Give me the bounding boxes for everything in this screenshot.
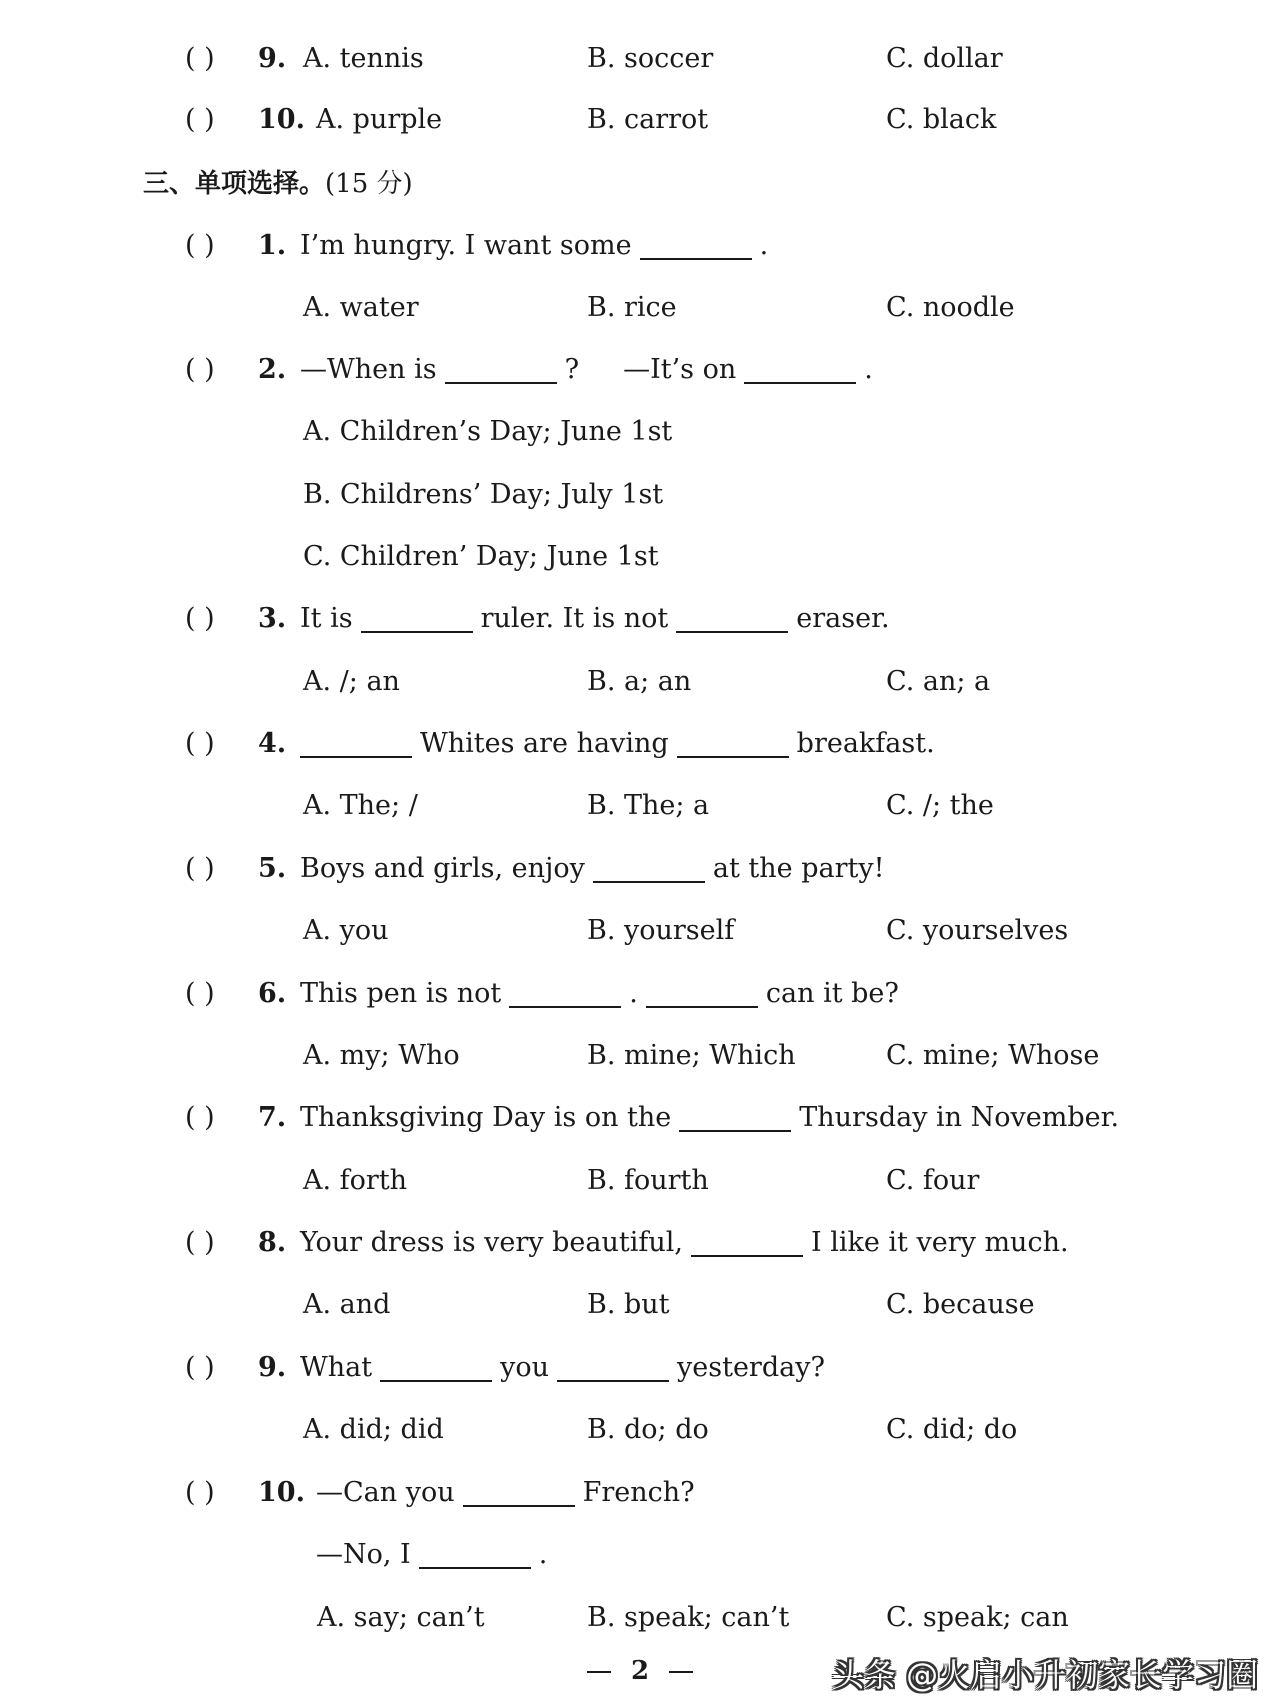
question-1 — [0, 222, 1280, 270]
section-title: 三、单项选择。 — [143, 169, 326, 199]
question-2 — [0, 346, 1280, 394]
stem-text: Thursday in November. — [799, 1102, 1120, 1133]
question-5 — [0, 845, 1280, 893]
question-7 — [0, 1094, 1280, 1142]
option-a: A. water — [303, 292, 419, 323]
stem-text: . — [864, 354, 873, 385]
answer-blank — [445, 352, 557, 384]
stem-text: Your dress is very beautiful, — [300, 1227, 683, 1258]
question-number: 10. — [258, 104, 305, 135]
answer-blank — [646, 976, 758, 1008]
question-number: 6. — [258, 978, 287, 1009]
option-c: C. an; a — [886, 666, 991, 697]
answer-paren: ( ) — [185, 1477, 215, 1508]
answer-blank — [380, 1350, 492, 1382]
option-c: C. because — [886, 1289, 1035, 1320]
option-a: A. you — [303, 915, 389, 946]
option-c: C. mine; Whose — [886, 1040, 1100, 1071]
question-number: 10. — [258, 1477, 305, 1508]
option-b: B. but — [587, 1289, 670, 1320]
stem-text: —When is — [300, 354, 437, 385]
stem-text: . — [538, 1539, 548, 1570]
question-3 — [0, 595, 1280, 643]
question-9 — [0, 1344, 1280, 1392]
options-8 — [0, 1281, 1280, 1329]
option-c: C. four — [886, 1165, 980, 1196]
options-5 — [0, 907, 1280, 955]
answer-paren: ( ) — [185, 230, 215, 261]
option-a: A. The; / — [303, 790, 418, 821]
question-number: 9. — [258, 43, 287, 74]
question-number: 8. — [258, 1227, 287, 1258]
option-c: C. noodle — [886, 292, 1015, 323]
option-line — [0, 471, 1280, 519]
question-6 — [0, 970, 1280, 1018]
answer-paren: ( ) — [185, 1352, 215, 1383]
options-9 — [0, 1406, 1280, 1454]
answer-paren: ( ) — [185, 354, 215, 385]
question-number: 1. — [258, 230, 287, 261]
question-number: 7. — [258, 1102, 287, 1133]
dash-right — [669, 1671, 693, 1673]
answer-blank — [691, 1225, 803, 1257]
option-line — [0, 408, 1280, 456]
question-10-line-2 — [0, 1531, 1280, 1579]
options-6 — [0, 1032, 1280, 1080]
stem-text: —It’s on — [623, 354, 737, 385]
stem-text: I like it very much. — [810, 1227, 1069, 1258]
prev-q9-line — [0, 35, 1280, 83]
stem-text: you — [500, 1352, 549, 1383]
section-score: (15 分) — [325, 169, 413, 199]
dash-left — [587, 1671, 611, 1673]
option-b: B. mine; Which — [587, 1040, 796, 1071]
answer-paren: ( ) — [185, 603, 215, 634]
page-number-text: 2 — [630, 1656, 650, 1686]
stem-text: eraser. — [796, 603, 890, 634]
stem-text: It is — [300, 603, 353, 634]
stem-text: I’m hungry. I want some — [300, 230, 632, 261]
option-c: C. did; do — [886, 1414, 1018, 1445]
option-b: B. speak; can’t — [587, 1602, 790, 1633]
option-b: B. carrot — [587, 104, 709, 135]
question-number: 4. — [258, 728, 287, 759]
option-b: B. The; a — [587, 790, 710, 821]
option-a: A. /; an — [303, 666, 400, 697]
options-7 — [0, 1157, 1280, 1205]
stem-text: ? — [564, 354, 580, 385]
answer-blank — [676, 601, 788, 633]
question-number: 9. — [258, 1352, 287, 1383]
stem-text: Whites are having — [420, 728, 669, 759]
stem-text: —Can you — [316, 1477, 455, 1508]
answer-blank — [744, 352, 856, 384]
stem-text: yesterday? — [677, 1352, 825, 1383]
answer-paren: ( ) — [185, 853, 215, 884]
option-c: C. /; the — [886, 790, 994, 821]
question-10 — [0, 1469, 1280, 1517]
stem-text: —No, I — [316, 1539, 411, 1570]
question-8 — [0, 1219, 1280, 1267]
option-c: C. dollar — [886, 43, 1003, 74]
section-heading — [0, 160, 1280, 208]
answer-blank — [677, 726, 789, 758]
question-number: 5. — [258, 853, 287, 884]
option-c: C. speak; can — [886, 1602, 1069, 1633]
option-b: B. Childrens’ Day; July 1st — [303, 479, 664, 510]
answer-paren: ( ) — [185, 728, 215, 759]
watermark: 头条 @火启小升初家长学习圈 — [832, 1656, 1259, 1694]
answer-blank — [463, 1475, 575, 1507]
option-b: B. soccer — [587, 43, 714, 74]
option-b: B. yourself — [587, 915, 735, 946]
question-number: 3. — [258, 603, 287, 634]
stem-text: ruler. It is not — [480, 603, 669, 634]
question-4 — [0, 720, 1280, 768]
option-a: A. Children’s Day; June 1st — [303, 416, 673, 447]
option-c: C. Children’ Day; June 1st — [303, 541, 659, 572]
prev-q10-line — [0, 96, 1280, 144]
option-c: C. black — [886, 104, 997, 135]
option-a: A. my; Who — [303, 1040, 460, 1071]
answer-paren: ( ) — [185, 978, 215, 1009]
option-a: A. tennis — [303, 43, 424, 74]
option-b: B. do; do — [587, 1414, 709, 1445]
answer-blank — [509, 976, 621, 1008]
option-b: B. a; an — [587, 666, 692, 697]
options-3 — [0, 658, 1280, 706]
option-a: A. forth — [303, 1165, 408, 1196]
option-a: A. say; can’t — [317, 1602, 485, 1633]
options-10 — [0, 1594, 1280, 1642]
stem-text: can it be? — [765, 978, 899, 1009]
answer-blank — [361, 601, 473, 633]
answer-paren: ( ) — [185, 1227, 215, 1258]
option-b: B. fourth — [587, 1165, 709, 1196]
answer-paren: ( ) — [185, 104, 215, 135]
stem-text: Boys and girls, enjoy — [300, 853, 585, 884]
stem-text: breakfast. — [796, 728, 935, 759]
answer-paren: ( ) — [185, 43, 215, 74]
stem-text: French? — [582, 1477, 695, 1508]
answer-blank — [557, 1350, 669, 1382]
option-b: B. rice — [587, 292, 677, 323]
answer-blank — [419, 1537, 531, 1569]
option-a: A. and — [303, 1289, 391, 1320]
answer-blank — [640, 228, 752, 260]
question-number: 2. — [258, 354, 287, 385]
stem-text: What — [300, 1352, 373, 1383]
stem-text: at the party! — [712, 853, 885, 884]
options-1 — [0, 284, 1280, 332]
answer-blank — [593, 851, 705, 883]
stem-text: . — [759, 230, 769, 261]
option-a: A. purple — [316, 104, 443, 135]
answer-paren: ( ) — [185, 1102, 215, 1133]
answer-blank — [679, 1100, 791, 1132]
option-a: A. did; did — [303, 1414, 444, 1445]
stem-text: . — [629, 978, 638, 1009]
stem-text: This pen is not — [300, 978, 502, 1009]
answer-blank — [300, 726, 412, 758]
stem-text: Thanksgiving Day is on the — [300, 1102, 672, 1133]
option-c: C. yourselves — [886, 915, 1069, 946]
option-line — [0, 533, 1280, 581]
options-4 — [0, 782, 1280, 830]
